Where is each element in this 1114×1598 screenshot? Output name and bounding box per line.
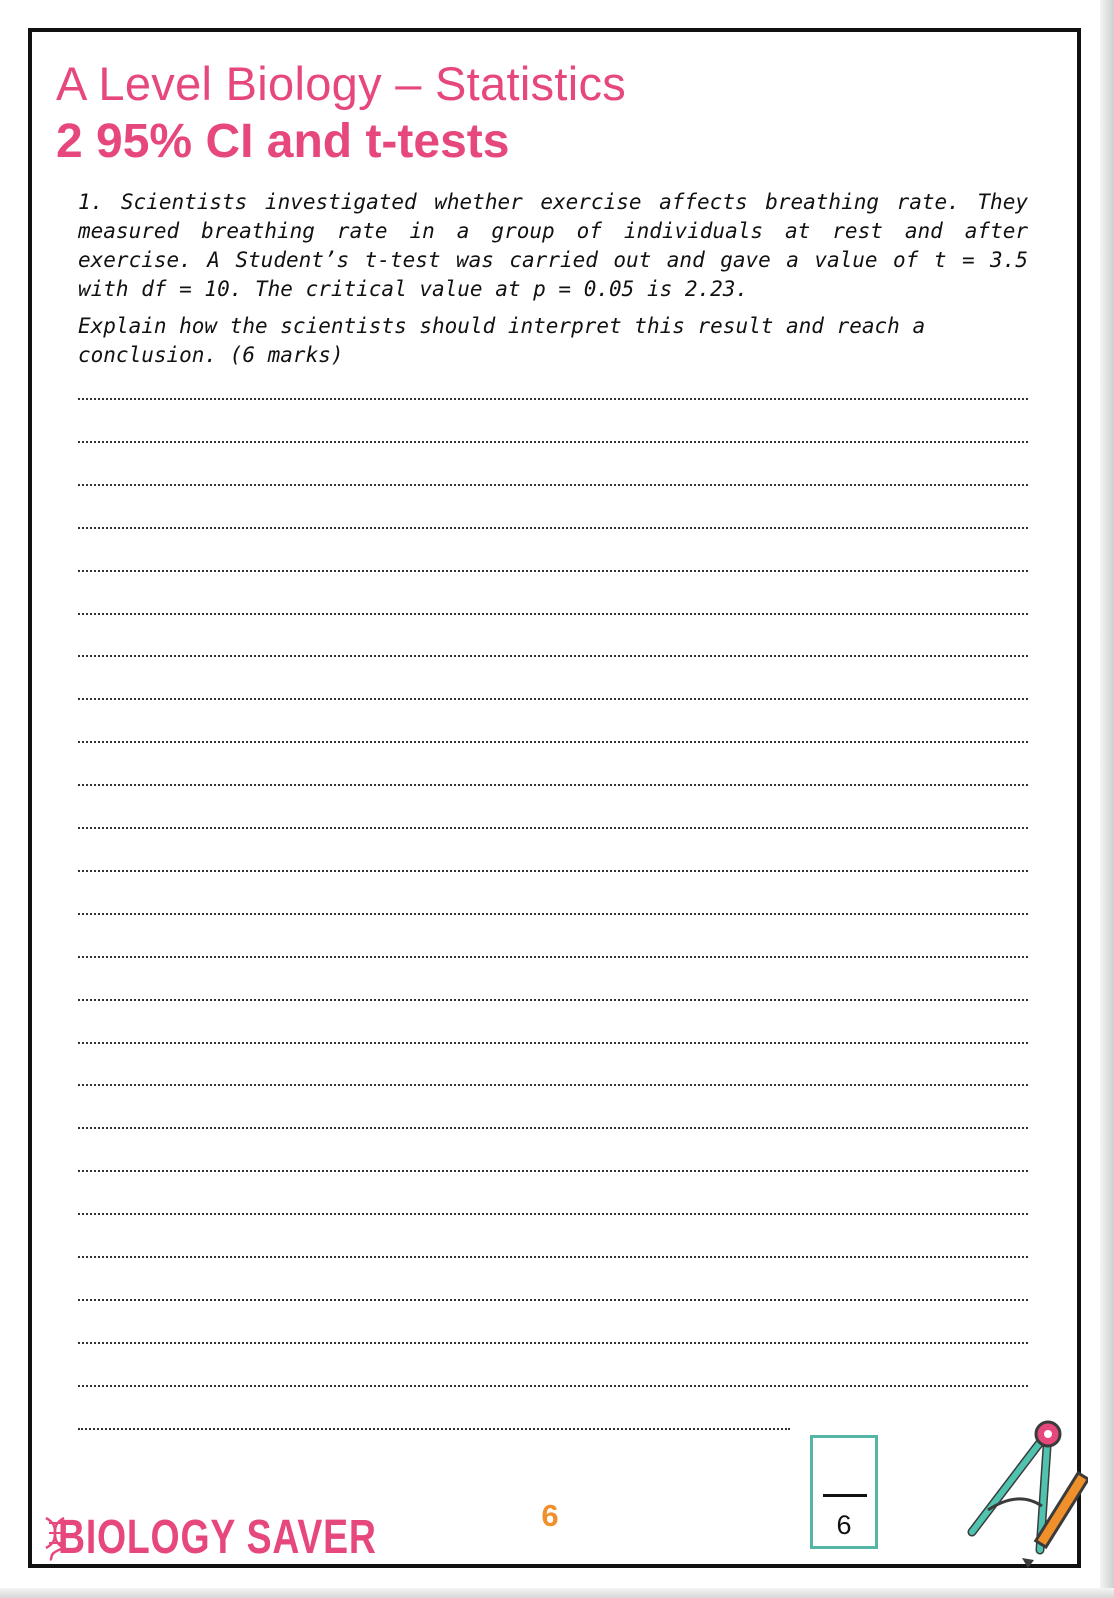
answer-line[interactable] xyxy=(78,398,1028,400)
answer-line[interactable] xyxy=(78,655,1028,657)
answer-line[interactable] xyxy=(78,484,1028,486)
page-subtitle: 2 95% CI and t-tests xyxy=(56,115,510,168)
logo xyxy=(40,1510,377,1564)
marks-box xyxy=(810,1435,878,1549)
answer-line[interactable] xyxy=(78,956,1028,958)
answer-line[interactable] xyxy=(78,1256,1028,1258)
logo-text: BIOLOGY SAVER xyxy=(58,1511,377,1564)
question-text: 1. Scientists investigated whether exercise affects breathing rate. They measured breathing rate in a group of individuals at rest and after exercise. A Student’s t-test was carried out and gave a value of t = 3.5 with df = 10. The critical value at p = 0.05 is 2.23. xyxy=(78,190,1028,301)
compass-icon xyxy=(958,1410,1088,1570)
answer-line[interactable] xyxy=(78,913,1028,915)
answer-line[interactable] xyxy=(78,441,1028,443)
page-title: A Level Biology – Statistics xyxy=(56,57,627,110)
page-edge-shadow-bottom xyxy=(0,1588,1114,1598)
page-edge-shadow xyxy=(1100,0,1114,1598)
answer-line[interactable] xyxy=(78,1213,1028,1215)
answer-line[interactable] xyxy=(78,570,1028,572)
answer-line[interactable] xyxy=(78,1385,1028,1387)
answer-line[interactable] xyxy=(78,1299,1028,1301)
answer-line[interactable] xyxy=(78,613,1028,615)
answer-line[interactable] xyxy=(78,870,1028,872)
answer-line[interactable] xyxy=(78,999,1028,1001)
answer-line[interactable] xyxy=(78,741,1028,743)
answer-line[interactable] xyxy=(78,1428,790,1430)
answer-line[interactable] xyxy=(78,1042,1028,1044)
answer-line[interactable] xyxy=(78,527,1028,529)
answer-line[interactable] xyxy=(78,784,1028,786)
answer-line[interactable] xyxy=(78,1342,1028,1344)
page-number: 6 xyxy=(541,1498,559,1533)
answer-line[interactable] xyxy=(78,1127,1028,1129)
answer-line[interactable] xyxy=(78,1084,1028,1086)
answer-line[interactable] xyxy=(78,1170,1028,1172)
marks-total: 6 xyxy=(836,1510,852,1540)
marks-fraction-bar xyxy=(823,1494,867,1497)
answer-line[interactable] xyxy=(78,827,1028,829)
answer-line[interactable] xyxy=(78,698,1028,700)
question-instruction: Explain how the scientists should interpret this result and reach a conclusion. (6 marks) xyxy=(78,314,926,367)
